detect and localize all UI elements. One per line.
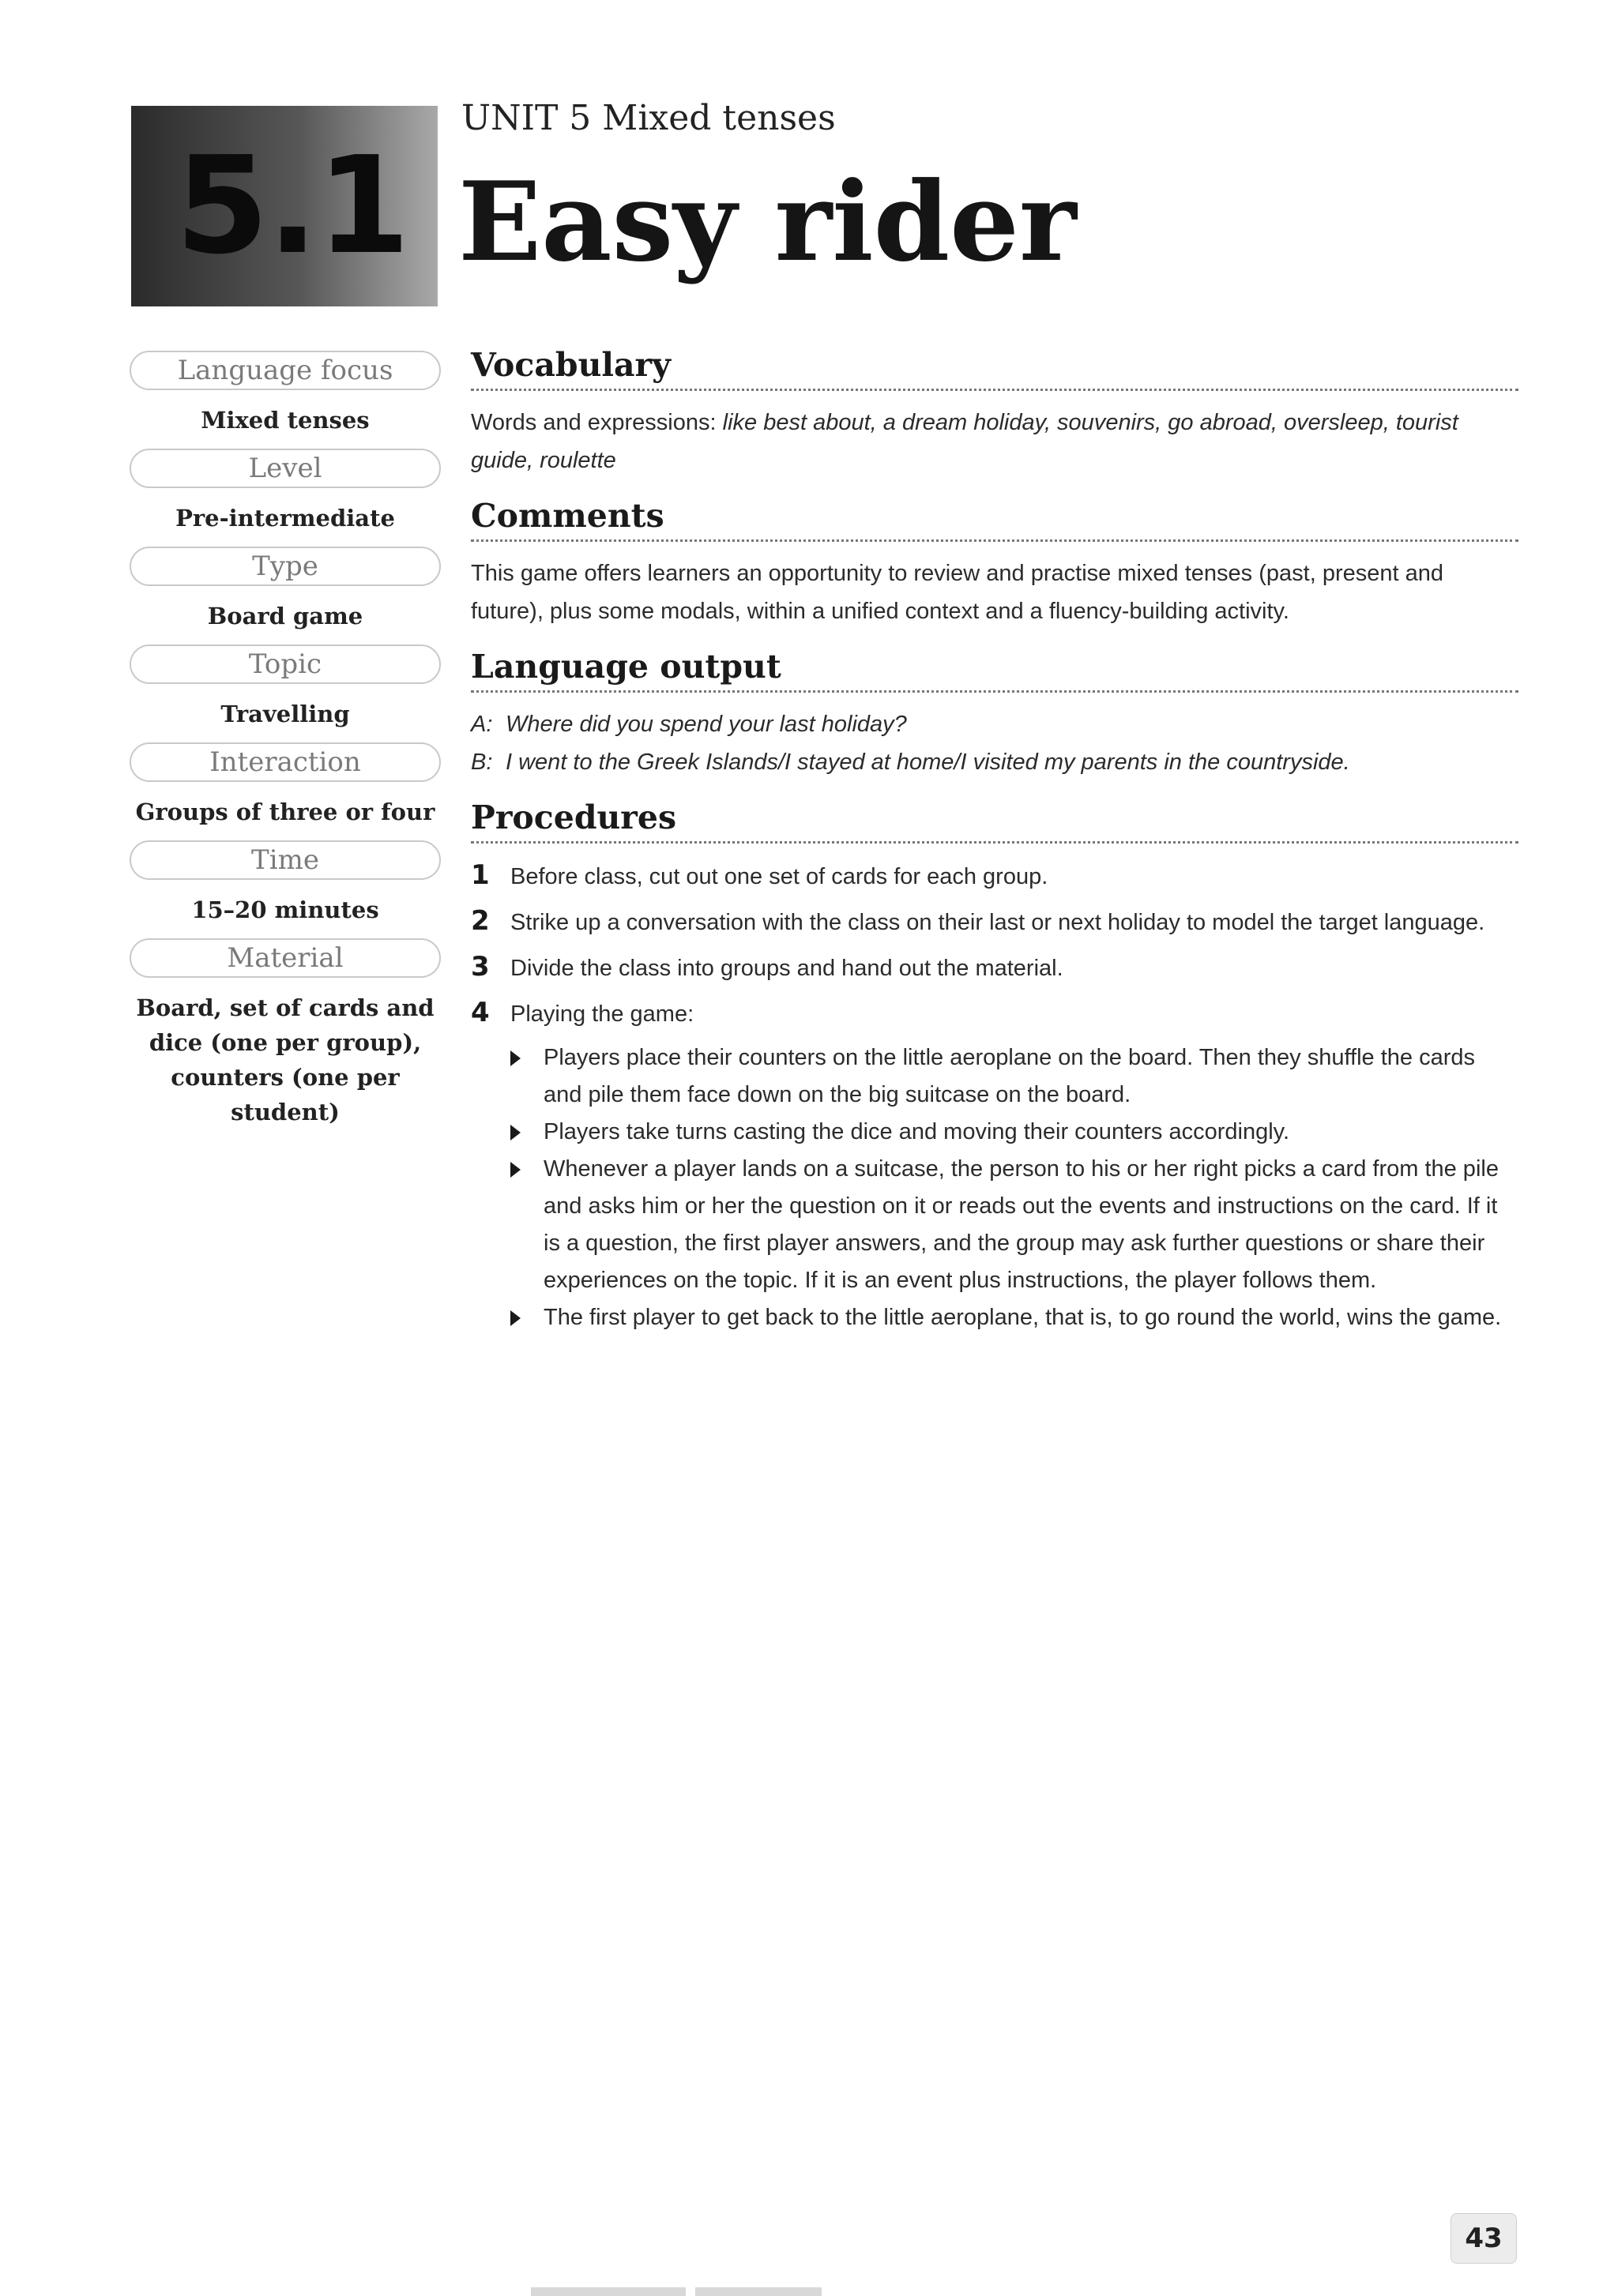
list-item	[510, 1299, 1518, 1336]
vocabulary-heading: Vocabulary	[471, 346, 671, 384]
bullet-arrow-icon	[510, 1114, 544, 1140]
page-title: Easy rider	[458, 157, 1077, 286]
language-output-section	[471, 648, 1518, 781]
page-number: 43	[1451, 2213, 1517, 2264]
step-text: Divide the class into groups and hand out the material.	[510, 956, 1063, 981]
procedure-step	[471, 948, 1518, 989]
dialogue-text: I went to the Greek Islands/I stayed at home/I visited my parents in the countryside.	[506, 750, 1350, 775]
activity-number: 5.1	[175, 128, 409, 284]
unit-heading: UNIT 5 Mixed tenses	[461, 98, 836, 138]
list-item	[510, 1039, 1518, 1114]
list-item-text: Whenever a player lands on a suitcase, the person to his or her right picks a card from the pile and asks him or her the question on it or reads out the events and instructions on the card. If it is a question, the first player answers, and the group may ask further questions or share their experiences on the topic. If it is an event plus instructions, the player follows them.	[544, 1156, 1499, 1293]
procedures-heading: Procedures	[471, 799, 677, 836]
value-time: 15–20 minutes	[191, 896, 379, 923]
value-interaction: Groups of three or four	[135, 799, 435, 825]
label-time: Time	[130, 840, 441, 880]
value-level: Pre-intermediate	[175, 505, 395, 532]
label-level: Level	[130, 449, 441, 488]
dialogue-line	[471, 705, 1518, 743]
procedure-step	[471, 994, 1518, 1035]
list-item	[510, 1114, 1518, 1151]
value-language-focus: Mixed tenses	[201, 407, 370, 434]
vocabulary-text	[471, 404, 1518, 479]
label-material: Material	[130, 938, 441, 978]
game-rules-list	[510, 1039, 1518, 1336]
step-number: 1	[471, 859, 490, 891]
value-type: Board game	[207, 603, 363, 629]
section-divider	[471, 389, 1518, 391]
step-number: 4	[471, 997, 490, 1028]
vocabulary-lead: Words and expressions:	[471, 410, 717, 435]
value-topic: Travelling	[220, 701, 350, 727]
dialogue-text: Where did you spend your last holiday?	[506, 712, 907, 737]
procedures-section	[471, 799, 1518, 1336]
label-interaction: Interaction	[130, 742, 441, 782]
bullet-arrow-icon	[510, 1151, 544, 1178]
procedure-step	[471, 856, 1518, 897]
activity-info-sidebar	[130, 351, 441, 1140]
step-number: 2	[471, 905, 490, 937]
step-text: Playing the game:	[510, 1001, 694, 1027]
comments-heading: Comments	[471, 497, 664, 535]
speaker-label: A:	[471, 712, 493, 737]
vocabulary-section	[471, 346, 1518, 479]
speaker-label: B:	[471, 750, 493, 775]
list-item-text: Players take turns casting the dice and moving their counters accordingly.	[544, 1119, 1290, 1144]
scan-artifact	[531, 2287, 686, 2296]
comments-text: This game offers learners an opportunity to review and practise mixed tenses (past, present and future), plus some modals, within a unified context and a fluency-building activity.	[471, 561, 1443, 624]
section-divider	[471, 539, 1518, 542]
section-divider	[471, 690, 1518, 693]
label-language-focus: Language focus	[130, 351, 441, 390]
step-text: Strike up a conversation with the class on their last or next holiday to model the target language.	[510, 910, 1485, 935]
list-item-text: The first player to get back to the little aeroplane, that is, to go round the world, wins the game.	[544, 1305, 1502, 1330]
main-content	[471, 346, 1518, 1354]
label-topic: Topic	[130, 644, 441, 684]
bullet-arrow-icon	[510, 1039, 544, 1066]
step-text: Before class, cut out one set of cards for each group.	[510, 864, 1048, 889]
comments-section	[471, 497, 1518, 630]
value-material: Board, set of cards and dice (one per group), counters (one per student)	[136, 994, 435, 1125]
bullet-arrow-icon	[510, 1299, 544, 1326]
scan-artifact	[695, 2287, 822, 2296]
section-divider	[471, 841, 1518, 844]
procedure-step	[471, 902, 1518, 943]
language-output-heading: Language output	[471, 648, 781, 686]
vocabulary-items: like best about, a dream holiday, souvenirs, go abroad, oversleep, tourist guide, roulette	[471, 410, 1458, 473]
label-type: Type	[130, 547, 441, 586]
step-number: 3	[471, 951, 490, 983]
dialogue-line	[471, 743, 1518, 781]
list-item-text: Players place their counters on the little aeroplane on the board. Then they shuffle the cards and pile them face down on the big suitcase on the board.	[544, 1045, 1476, 1107]
list-item	[510, 1151, 1518, 1299]
